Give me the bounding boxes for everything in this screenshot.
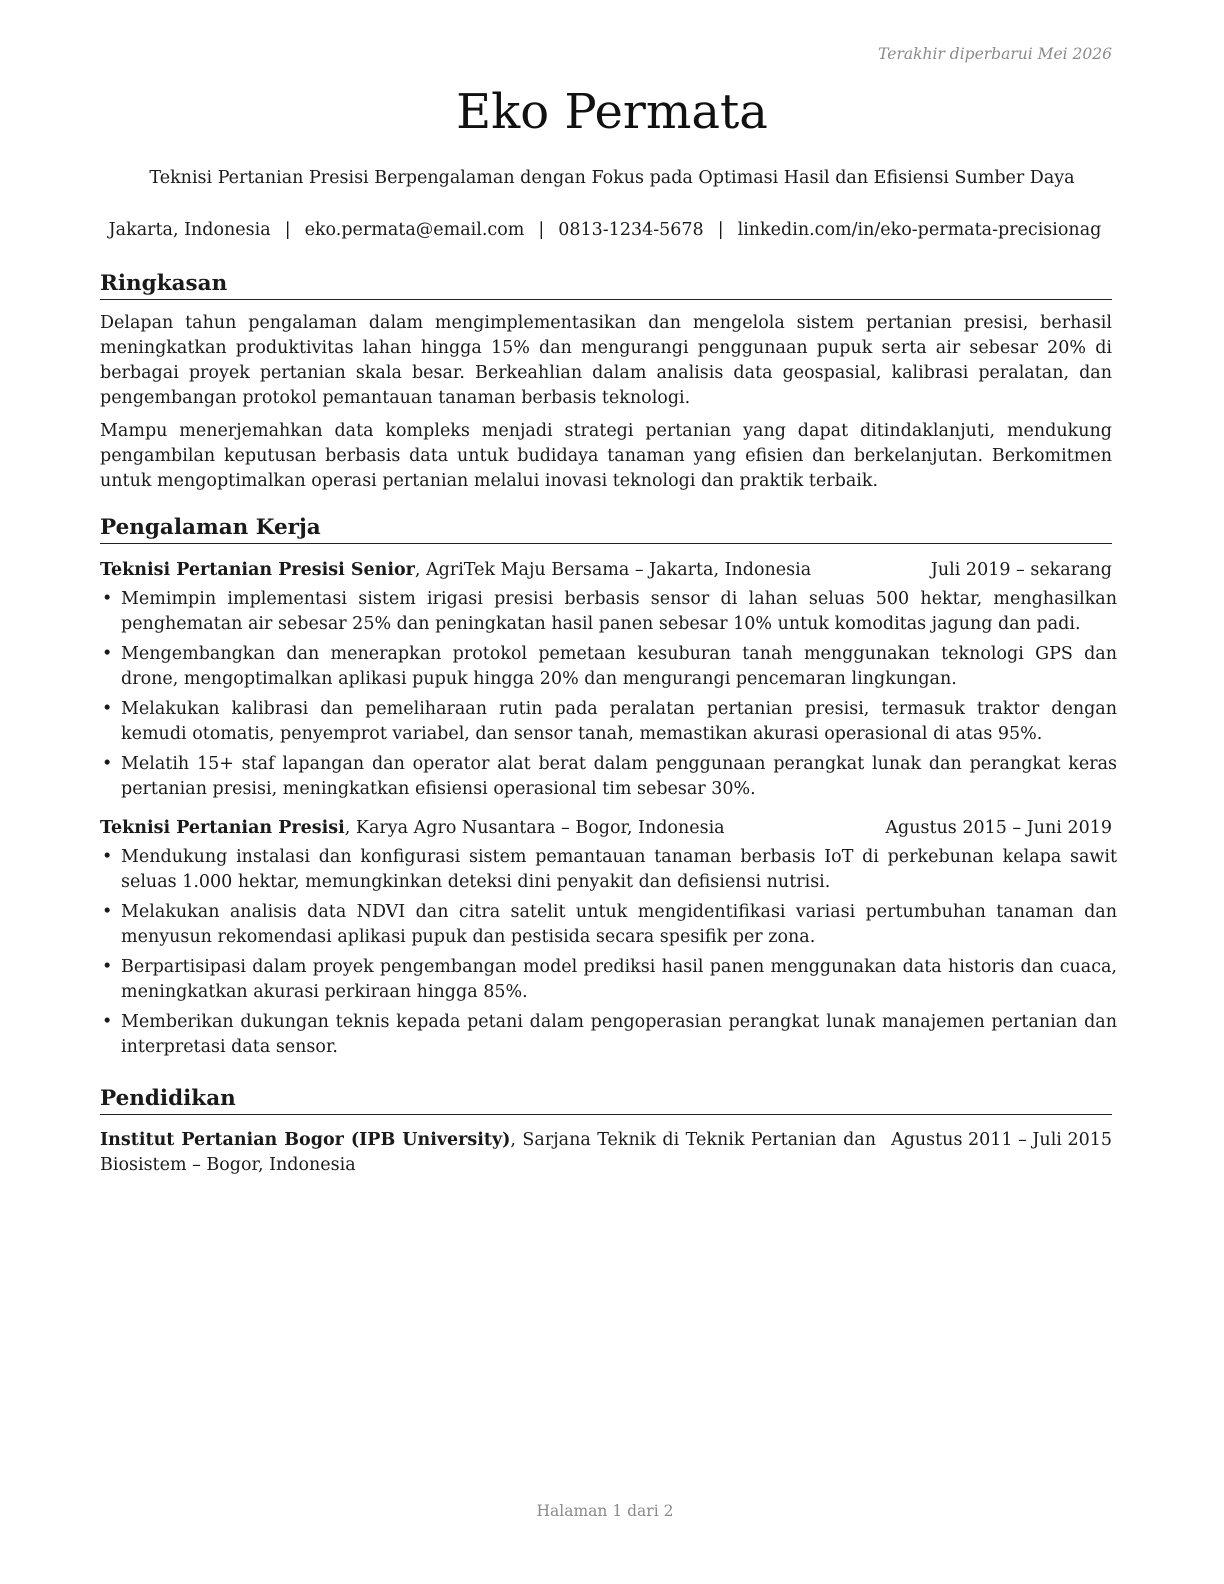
job-bullets xyxy=(100,587,1117,802)
contact-separator: | xyxy=(538,220,545,240)
education-dates: Agustus 2011 – Juli 2015 xyxy=(891,1130,1112,1150)
section-title-education: Pendidikan xyxy=(100,1085,1112,1115)
job-entry xyxy=(100,558,1117,802)
section-title-summary: Ringkasan xyxy=(100,270,1112,300)
bullet-text: Memberikan dukungan teknis kepada petani dalam pengoperasian perangkat lunak manajemen pertanian dan interpretasi data sensor. xyxy=(121,1012,1117,1057)
job-header xyxy=(100,816,1112,841)
list-item xyxy=(100,955,1117,1005)
bullet-text: Berpartisipasi dalam proyek pengembangan model prediksi hasil panen menggunakan data historis dan cuaca, meningkatkan akurasi perkiraan hingga 85%. xyxy=(121,957,1117,1002)
contact-phone: 0813-1234-5678 xyxy=(558,220,704,240)
bullet-icon: • xyxy=(102,902,113,922)
job-role: Teknisi Pertanian Presisi xyxy=(100,818,345,838)
bullet-text: Melakukan analisis data NDVI dan citra satelit untuk mengidentifikasi variasi pertumbuhan tanaman dan menyusun rekomendasi aplikasi pupuk dan pestisida secara spesifik per zona. xyxy=(121,902,1117,947)
contact-linkedin[interactable]: linkedin.com/in/eko-permata-precisionag xyxy=(737,220,1102,240)
job-dates: Agustus 2015 – Juni 2019 xyxy=(885,818,1112,838)
job-role: Teknisi Pertanian Presisi Senior xyxy=(100,560,415,580)
contact-separator: | xyxy=(717,220,724,240)
education-detail: , Sarjana Teknik di Teknik Pertanian dan Biosistem – Bogor, Indonesia xyxy=(100,1130,876,1175)
list-item xyxy=(100,587,1117,637)
bullet-icon: • xyxy=(102,957,113,977)
bullet-text: Mendukung instalasi dan konfigurasi sistem pemantauan tanaman berbasis IoT di perkebunan kelapa sawit seluas 1.000 hektar, memungkinkan deteksi dini penyakit dan defisiensi nutrisi. xyxy=(121,847,1117,892)
education-institution: Institut Pertanian Bogor (IPB University) xyxy=(100,1130,511,1150)
list-item xyxy=(100,752,1117,802)
summary-paragraph: Delapan tahun pengalaman dalam mengimplementasikan dan mengelola sistem pertanian presisi, berhasil meningkatkan produktivitas lahan hingga 15% dan mengurangi penggunaan pupuk serta air sebesar 20% di berbagai proyek pertanian skala besar. Berkeahlian dalam analisis data geospasial, kalibrasi peralatan, dan pengembangan protokol pemantauan tanaman berbasis teknologi. xyxy=(100,313,1112,408)
contact-email[interactable]: eko.permata@email.com xyxy=(304,220,525,240)
candidate-name: Eko Permata xyxy=(456,84,768,140)
section-title-experience: Pengalaman Kerja xyxy=(100,514,1112,544)
bullet-text: Melakukan kalibrasi dan pemeliharaan rutin pada peralatan pertanian presisi, termasuk traktor dengan kemudi otomatis, penyemprot variabel, dan sensor tanah, memastikan akurasi operasional di atas 95%. xyxy=(121,699,1117,744)
experience-section xyxy=(100,514,1117,1065)
bullet-text: Memimpin implementasi sistem irigasi presisi berbasis sensor di lahan seluas 500 hektar, menghasilkan penghematan air sebesar 25% dan peningkatan hasil panen sebesar 10% untuk komoditas jagung dan padi. xyxy=(121,589,1117,634)
bullet-icon: • xyxy=(102,754,113,774)
contact-line xyxy=(0,220,1210,240)
job-title-line xyxy=(100,558,811,583)
page-number: Halaman 1 dari 2 xyxy=(536,1502,674,1520)
job-title-line xyxy=(100,816,725,841)
education-section xyxy=(100,1085,1112,1178)
job-org: , AgriTek Maju Bersama – Jakarta, Indonesia xyxy=(414,560,812,580)
job-entry xyxy=(100,816,1117,1060)
job-org: , Karya Agro Nusantara – Bogor, Indonesia xyxy=(344,818,725,838)
job-header xyxy=(100,558,1112,583)
job-bullets xyxy=(100,845,1117,1060)
education-entry xyxy=(100,1128,1112,1178)
list-item xyxy=(100,1010,1117,1060)
bullet-icon: • xyxy=(102,699,113,719)
list-item xyxy=(100,900,1117,950)
bullet-icon: • xyxy=(102,644,113,664)
last-updated: Terakhir diperbarui Mei 2026 xyxy=(878,45,1112,63)
bullet-icon: • xyxy=(102,1012,113,1032)
bullet-icon: • xyxy=(102,589,113,609)
summary-paragraph: Mampu menerjemahkan data kompleks menjadi strategi pertanian yang dapat ditindaklanjuti, mendukung pengambilan keputusan berbasis data untuk budidaya tanaman yang efisien dan berkelanjutan. Berkomitmen untuk mengoptimalkan operasi pertanian melalui inovasi teknologi dan praktik terbaik. xyxy=(100,421,1112,491)
list-item xyxy=(100,642,1117,692)
contact-separator: | xyxy=(284,220,291,240)
bullet-text: Melatih 15+ staf lapangan dan operator alat berat dalam penggunaan perangkat lunak dan perangkat keras pertanian presisi, meningkatkan efisiensi operasional tim sebesar 30%. xyxy=(121,754,1117,799)
list-item xyxy=(100,845,1117,895)
list-item xyxy=(100,697,1117,747)
education-description xyxy=(100,1128,876,1178)
bullet-text: Mengembangkan dan menerapkan protokol pemetaan kesuburan tanah menggunakan teknologi GPS dan drone, mengoptimalkan aplikasi pupuk hingga 20% dan mengurangi pencemaran lingkungan. xyxy=(121,644,1117,689)
bullet-icon: • xyxy=(102,847,113,867)
job-dates: Juli 2019 – sekarang xyxy=(930,560,1112,580)
summary-section xyxy=(100,270,1112,494)
headline: Teknisi Pertanian Presisi Berpengalaman dengan Fokus pada Optimasi Hasil dan Efisiensi Sumber Daya xyxy=(149,168,1075,188)
contact-location: Jakarta, Indonesia xyxy=(108,220,271,240)
